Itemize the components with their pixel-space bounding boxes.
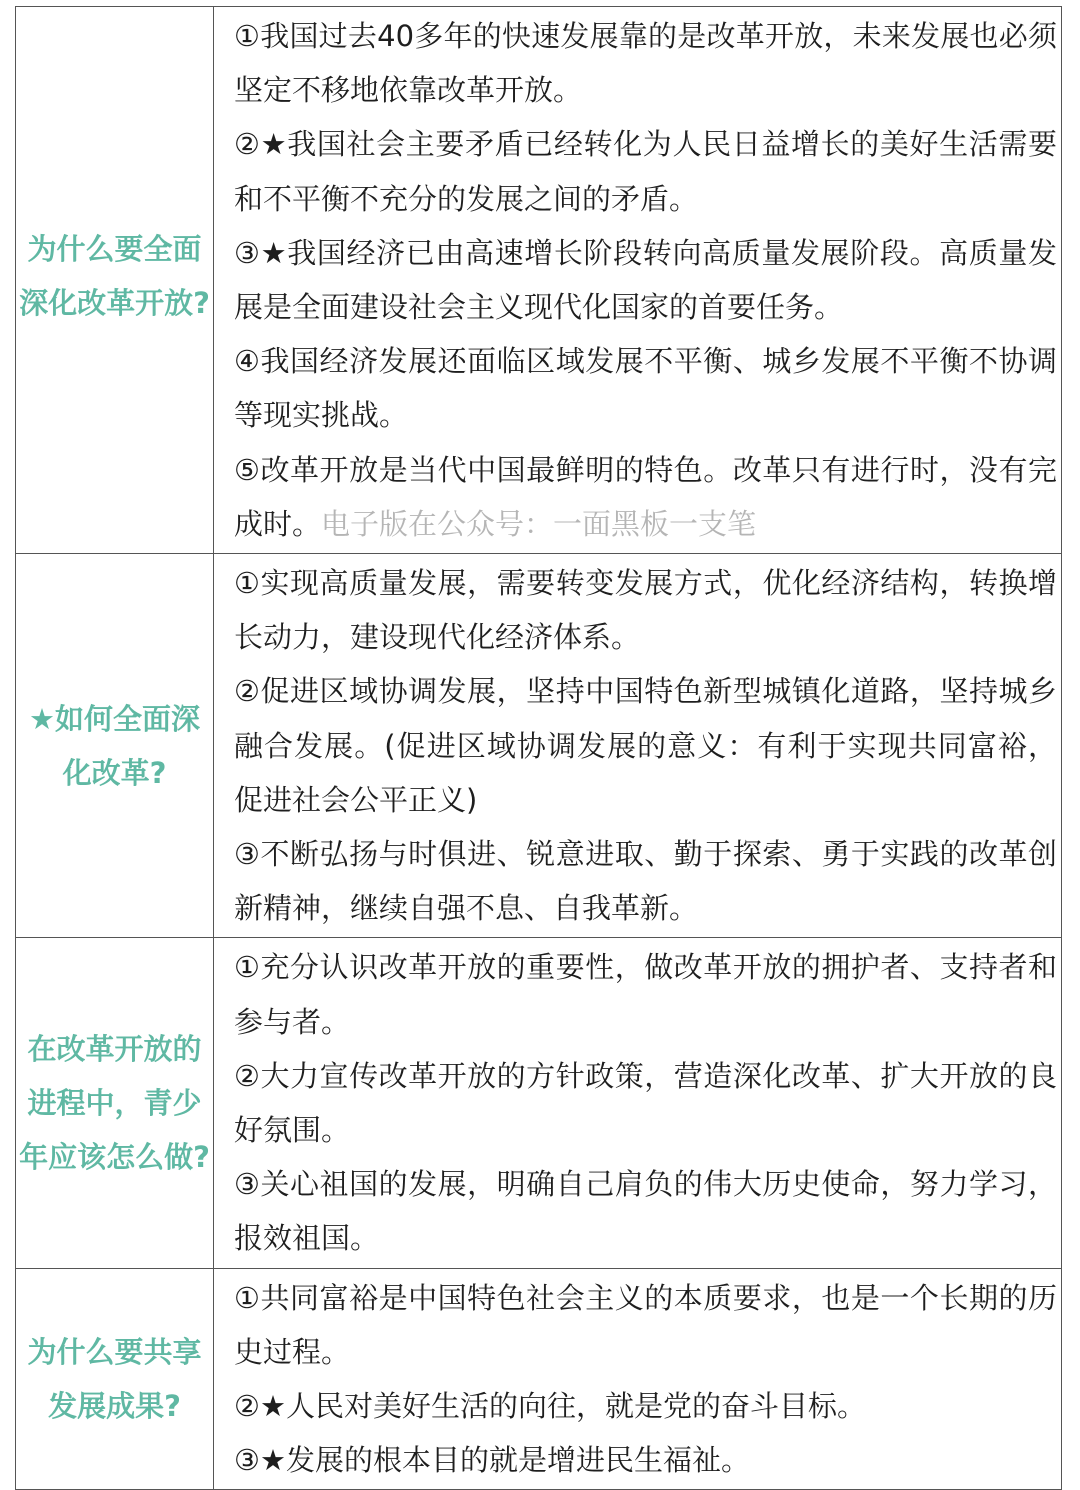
answer-point: ②★我国社会主要矛盾已经转化为人民日益增长的美好生活需要和不平衡不充分的发展之间的矛盾。 — [234, 127, 1057, 216]
table-row — [16, 554, 1062, 938]
qa-table — [15, 6, 1062, 1490]
answer-point: ②★人民对美好生活的向往，就是党的奋斗目标。 — [234, 1389, 866, 1424]
answer-cell — [214, 7, 1062, 554]
question-cell — [16, 1268, 214, 1490]
answer-point: ①实现高质量发展，需要转变发展方式，优化经济结构，转换增长动力，建设现代化经济体系。 — [234, 566, 1057, 655]
question-cell — [16, 938, 214, 1268]
question-text: ★如何全面深化改革? — [29, 701, 200, 790]
answer-cell — [214, 1268, 1062, 1490]
question-text: 在改革开放的进程中，青少年应该怎么做? — [19, 1032, 210, 1175]
table-row — [16, 7, 1062, 554]
answer-cell — [214, 938, 1062, 1268]
answer-point: ③关心祖国的发展，明确自己肩负的伟大历史使命，努力学习，报效祖国。 — [234, 1167, 1057, 1256]
watermark-text: 电子版在公众号：一面黑板一支笔 — [321, 506, 757, 541]
question-cell — [16, 554, 214, 938]
answer-point-text: ⑤改革开放是当代中国最鲜明的特色。改革只有进行时，没有完成时。 — [234, 452, 1057, 541]
table-row — [16, 1268, 1062, 1490]
answer-point: ②大力宣传改革开放的方针政策，营造深化改革、扩大开放的良好氛围。 — [234, 1058, 1057, 1148]
answer-point: ①充分认识改革开放的重要性，做改革开放的拥护者、支持者和参与者。 — [234, 950, 1057, 1039]
answer-point: ③不断弘扬与时俱进、锐意进取、勤于探索、勇于实践的改革创新精神，继续自强不息、自我革新。 — [234, 837, 1057, 926]
question-text: 为什么要全面深化改革开放? — [19, 232, 210, 321]
answer-point: ④我国经济发展还面临区域发展不平衡、城乡发展不平衡不协调等现实挑战。 — [234, 344, 1057, 433]
answer-point: ③★发展的根本目的就是增进民生福祉。 — [234, 1443, 750, 1478]
answer-point-with-watermark — [234, 443, 1057, 551]
answer-point: ②促进区域协调发展，坚持中国特色新型城镇化道路，坚持城乡融合发展。(促进区域协调发展的意义：有利于实现共同富裕，促进社会公平正义) — [234, 674, 1057, 817]
answer-point: ③★我国经济已由高速增长阶段转向高质量发展阶段。高质量发展是全面建设社会主义现代化国家的首要任务。 — [234, 235, 1057, 325]
question-cell — [16, 7, 214, 554]
question-text: 为什么要共享发展成果? — [27, 1335, 202, 1424]
answer-cell — [214, 554, 1062, 938]
answer-point: ①共同富裕是中国特色社会主义的本质要求，也是一个长期的历史过程。 — [234, 1280, 1057, 1369]
table-row — [16, 938, 1062, 1268]
answer-point: ①我国过去40多年的快速发展靠的是改革开放，未来发展也必须坚定不移地依靠改革开放。 — [234, 19, 1057, 108]
